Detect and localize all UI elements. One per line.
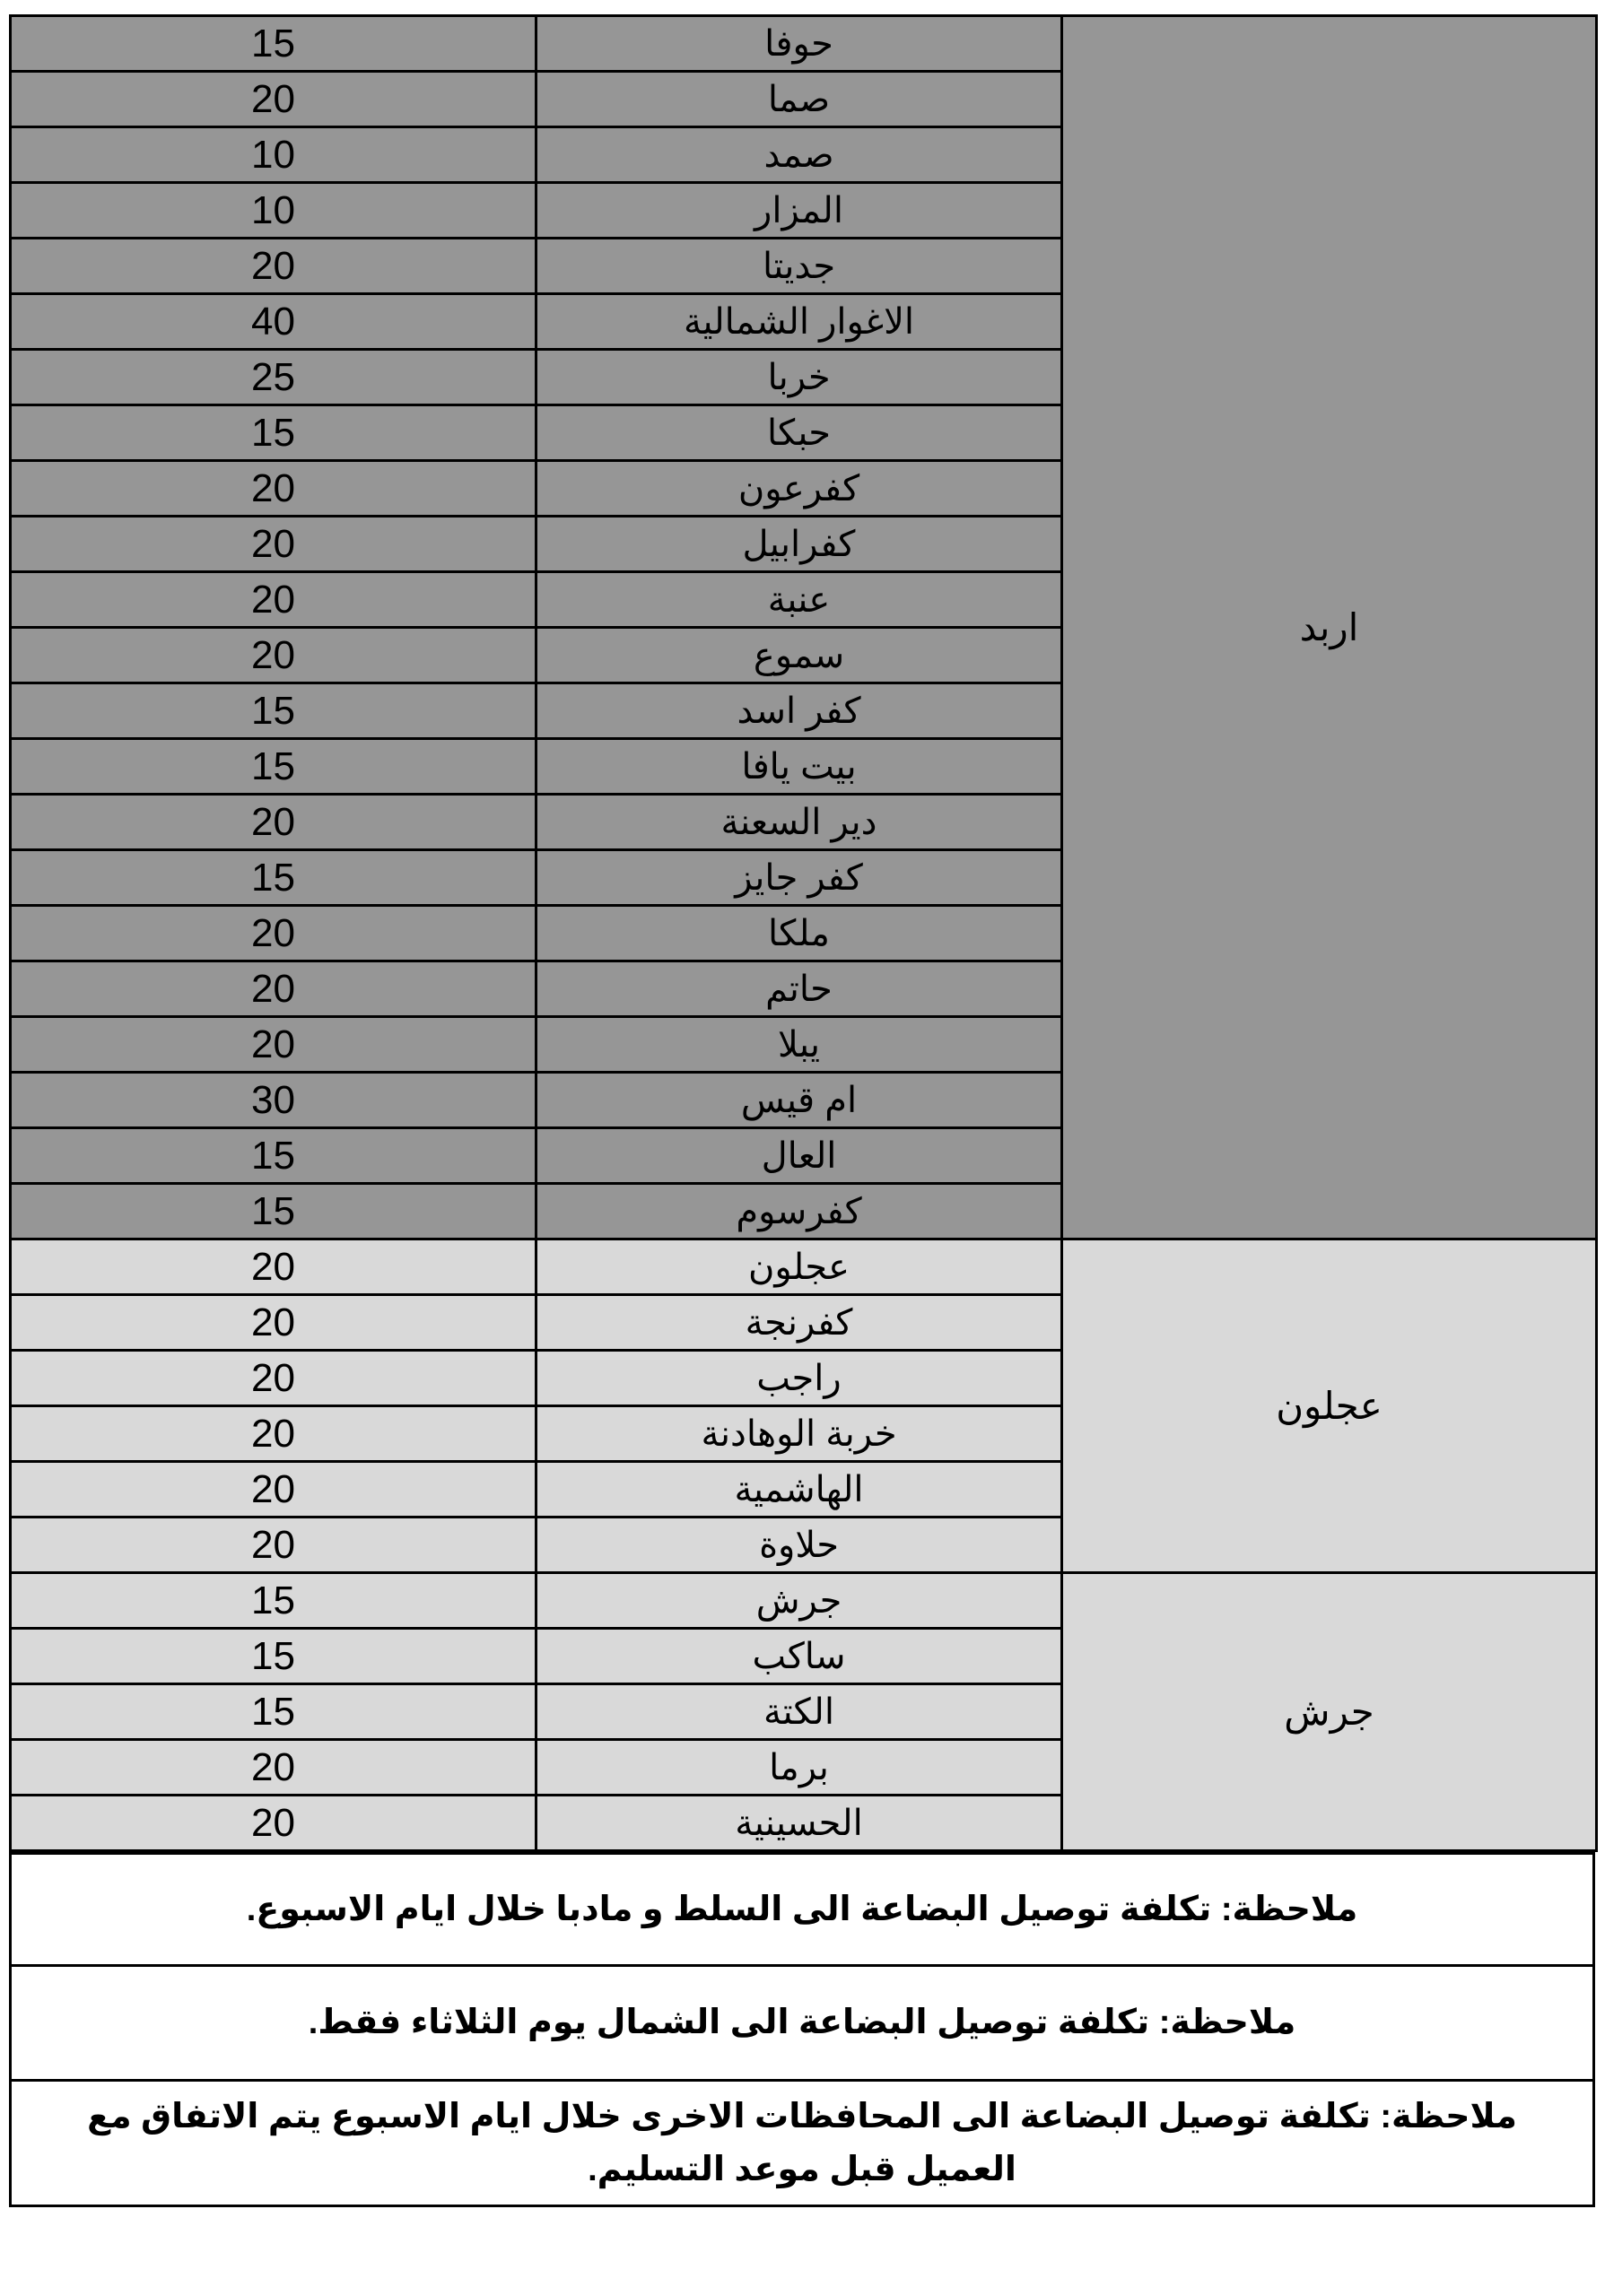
area-name-cell: المزار	[536, 183, 1062, 239]
delivery-price-cell: 15	[11, 405, 536, 461]
delivery-price-cell: 20	[11, 961, 536, 1017]
delivery-price-cell: 25	[11, 350, 536, 405]
governorate-cell: جرش	[1062, 1573, 1597, 1851]
table-row	[11, 1573, 1597, 1629]
delivery-price-cell: 40	[11, 294, 536, 350]
governorate-cell: عجلون	[1062, 1239, 1597, 1573]
table-row	[11, 16, 1597, 72]
delivery-price-cell: 20	[11, 1518, 536, 1573]
area-name-cell: الحسينية	[536, 1796, 1062, 1851]
area-name-cell: حلاوة	[536, 1518, 1062, 1573]
delivery-price-cell: 20	[11, 906, 536, 961]
delivery-price-cell: 20	[11, 1462, 536, 1518]
area-name-cell: خربا	[536, 350, 1062, 405]
delivery-price-cell: 20	[11, 1295, 536, 1351]
delivery-price-cell: 10	[11, 127, 536, 183]
governorate-cell: اربد	[1062, 16, 1597, 1239]
area-name-cell: كفرنجة	[536, 1295, 1062, 1351]
note-salt-madaba: ملاحظة: تكلفة توصيل البضاعة الى السلط و مادبا خلال ايام الاسبوع.	[9, 1852, 1595, 1967]
delivery-price-cell: 10	[11, 183, 536, 239]
area-name-cell: برما	[536, 1740, 1062, 1796]
area-name-cell: دير السعنة	[536, 795, 1062, 850]
delivery-price-cell: 15	[11, 1184, 536, 1239]
area-name-cell: الكتة	[536, 1684, 1062, 1740]
delivery-price-cell: 20	[11, 1017, 536, 1073]
area-name-cell: خربة الوهادنة	[536, 1406, 1062, 1462]
delivery-price-cell: 20	[11, 1351, 536, 1406]
notes-section	[9, 1852, 1595, 2207]
delivery-price-cell: 15	[11, 1629, 536, 1684]
area-name-cell: كفرعون	[536, 461, 1062, 517]
rates-table-body	[11, 16, 1597, 1851]
delivery-price-cell: 20	[11, 1406, 536, 1462]
delivery-rates-table	[9, 14, 1598, 1852]
area-name-cell: صمد	[536, 127, 1062, 183]
area-name-cell: سموع	[536, 628, 1062, 683]
delivery-price-cell: 15	[11, 1684, 536, 1740]
area-name-cell: كفرسوم	[536, 1184, 1062, 1239]
area-name-cell: يبلا	[536, 1017, 1062, 1073]
delivery-price-cell: 20	[11, 517, 536, 572]
area-name-cell: ملكا	[536, 906, 1062, 961]
area-name-cell: بيت يافا	[536, 739, 1062, 795]
area-name-cell: الاغوار الشمالية	[536, 294, 1062, 350]
delivery-price-cell: 20	[11, 572, 536, 628]
delivery-price-cell: 30	[11, 1073, 536, 1128]
delivery-rates-sheet	[9, 14, 1595, 2207]
note-other-governorates: ملاحظة: تكلفة توصيل البضاعة الى المحافظات الاخرى خلال ايام الاسبوع يتم الاتفاق مع العميل قبل موعد التسليم.	[9, 2082, 1595, 2207]
area-name-cell: ام قيس	[536, 1073, 1062, 1128]
area-name-cell: ساكب	[536, 1629, 1062, 1684]
area-name-cell: حبكا	[536, 405, 1062, 461]
area-name-cell: صما	[536, 72, 1062, 127]
area-name-cell: العال	[536, 1128, 1062, 1184]
area-name-cell: عنبة	[536, 572, 1062, 628]
area-name-cell: جديتا	[536, 239, 1062, 294]
area-name-cell: كفر اسد	[536, 683, 1062, 739]
delivery-price-cell: 15	[11, 683, 536, 739]
delivery-price-cell: 20	[11, 239, 536, 294]
area-name-cell: حاتم	[536, 961, 1062, 1017]
area-name-cell: حوفا	[536, 16, 1062, 72]
area-name-cell: الهاشمية	[536, 1462, 1062, 1518]
table-row	[11, 1239, 1597, 1295]
delivery-price-cell: 15	[11, 850, 536, 906]
delivery-price-cell: 15	[11, 1128, 536, 1184]
delivery-price-cell: 20	[11, 795, 536, 850]
area-name-cell: كفر جايز	[536, 850, 1062, 906]
delivery-price-cell: 15	[11, 16, 536, 72]
delivery-price-cell: 20	[11, 628, 536, 683]
delivery-price-cell: 20	[11, 461, 536, 517]
delivery-price-cell: 20	[11, 1796, 536, 1851]
area-name-cell: عجلون	[536, 1239, 1062, 1295]
delivery-price-cell: 15	[11, 739, 536, 795]
area-name-cell: جرش	[536, 1573, 1062, 1629]
area-name-cell: كفرابيل	[536, 517, 1062, 572]
delivery-price-cell: 20	[11, 72, 536, 127]
delivery-price-cell: 20	[11, 1239, 536, 1295]
area-name-cell: راجب	[536, 1351, 1062, 1406]
note-north-tuesday: ملاحظة: تكلفة توصيل البضاعة الى الشمال يوم الثلاثاء فقط.	[9, 1967, 1595, 2082]
delivery-price-cell: 20	[11, 1740, 536, 1796]
delivery-price-cell: 15	[11, 1573, 536, 1629]
